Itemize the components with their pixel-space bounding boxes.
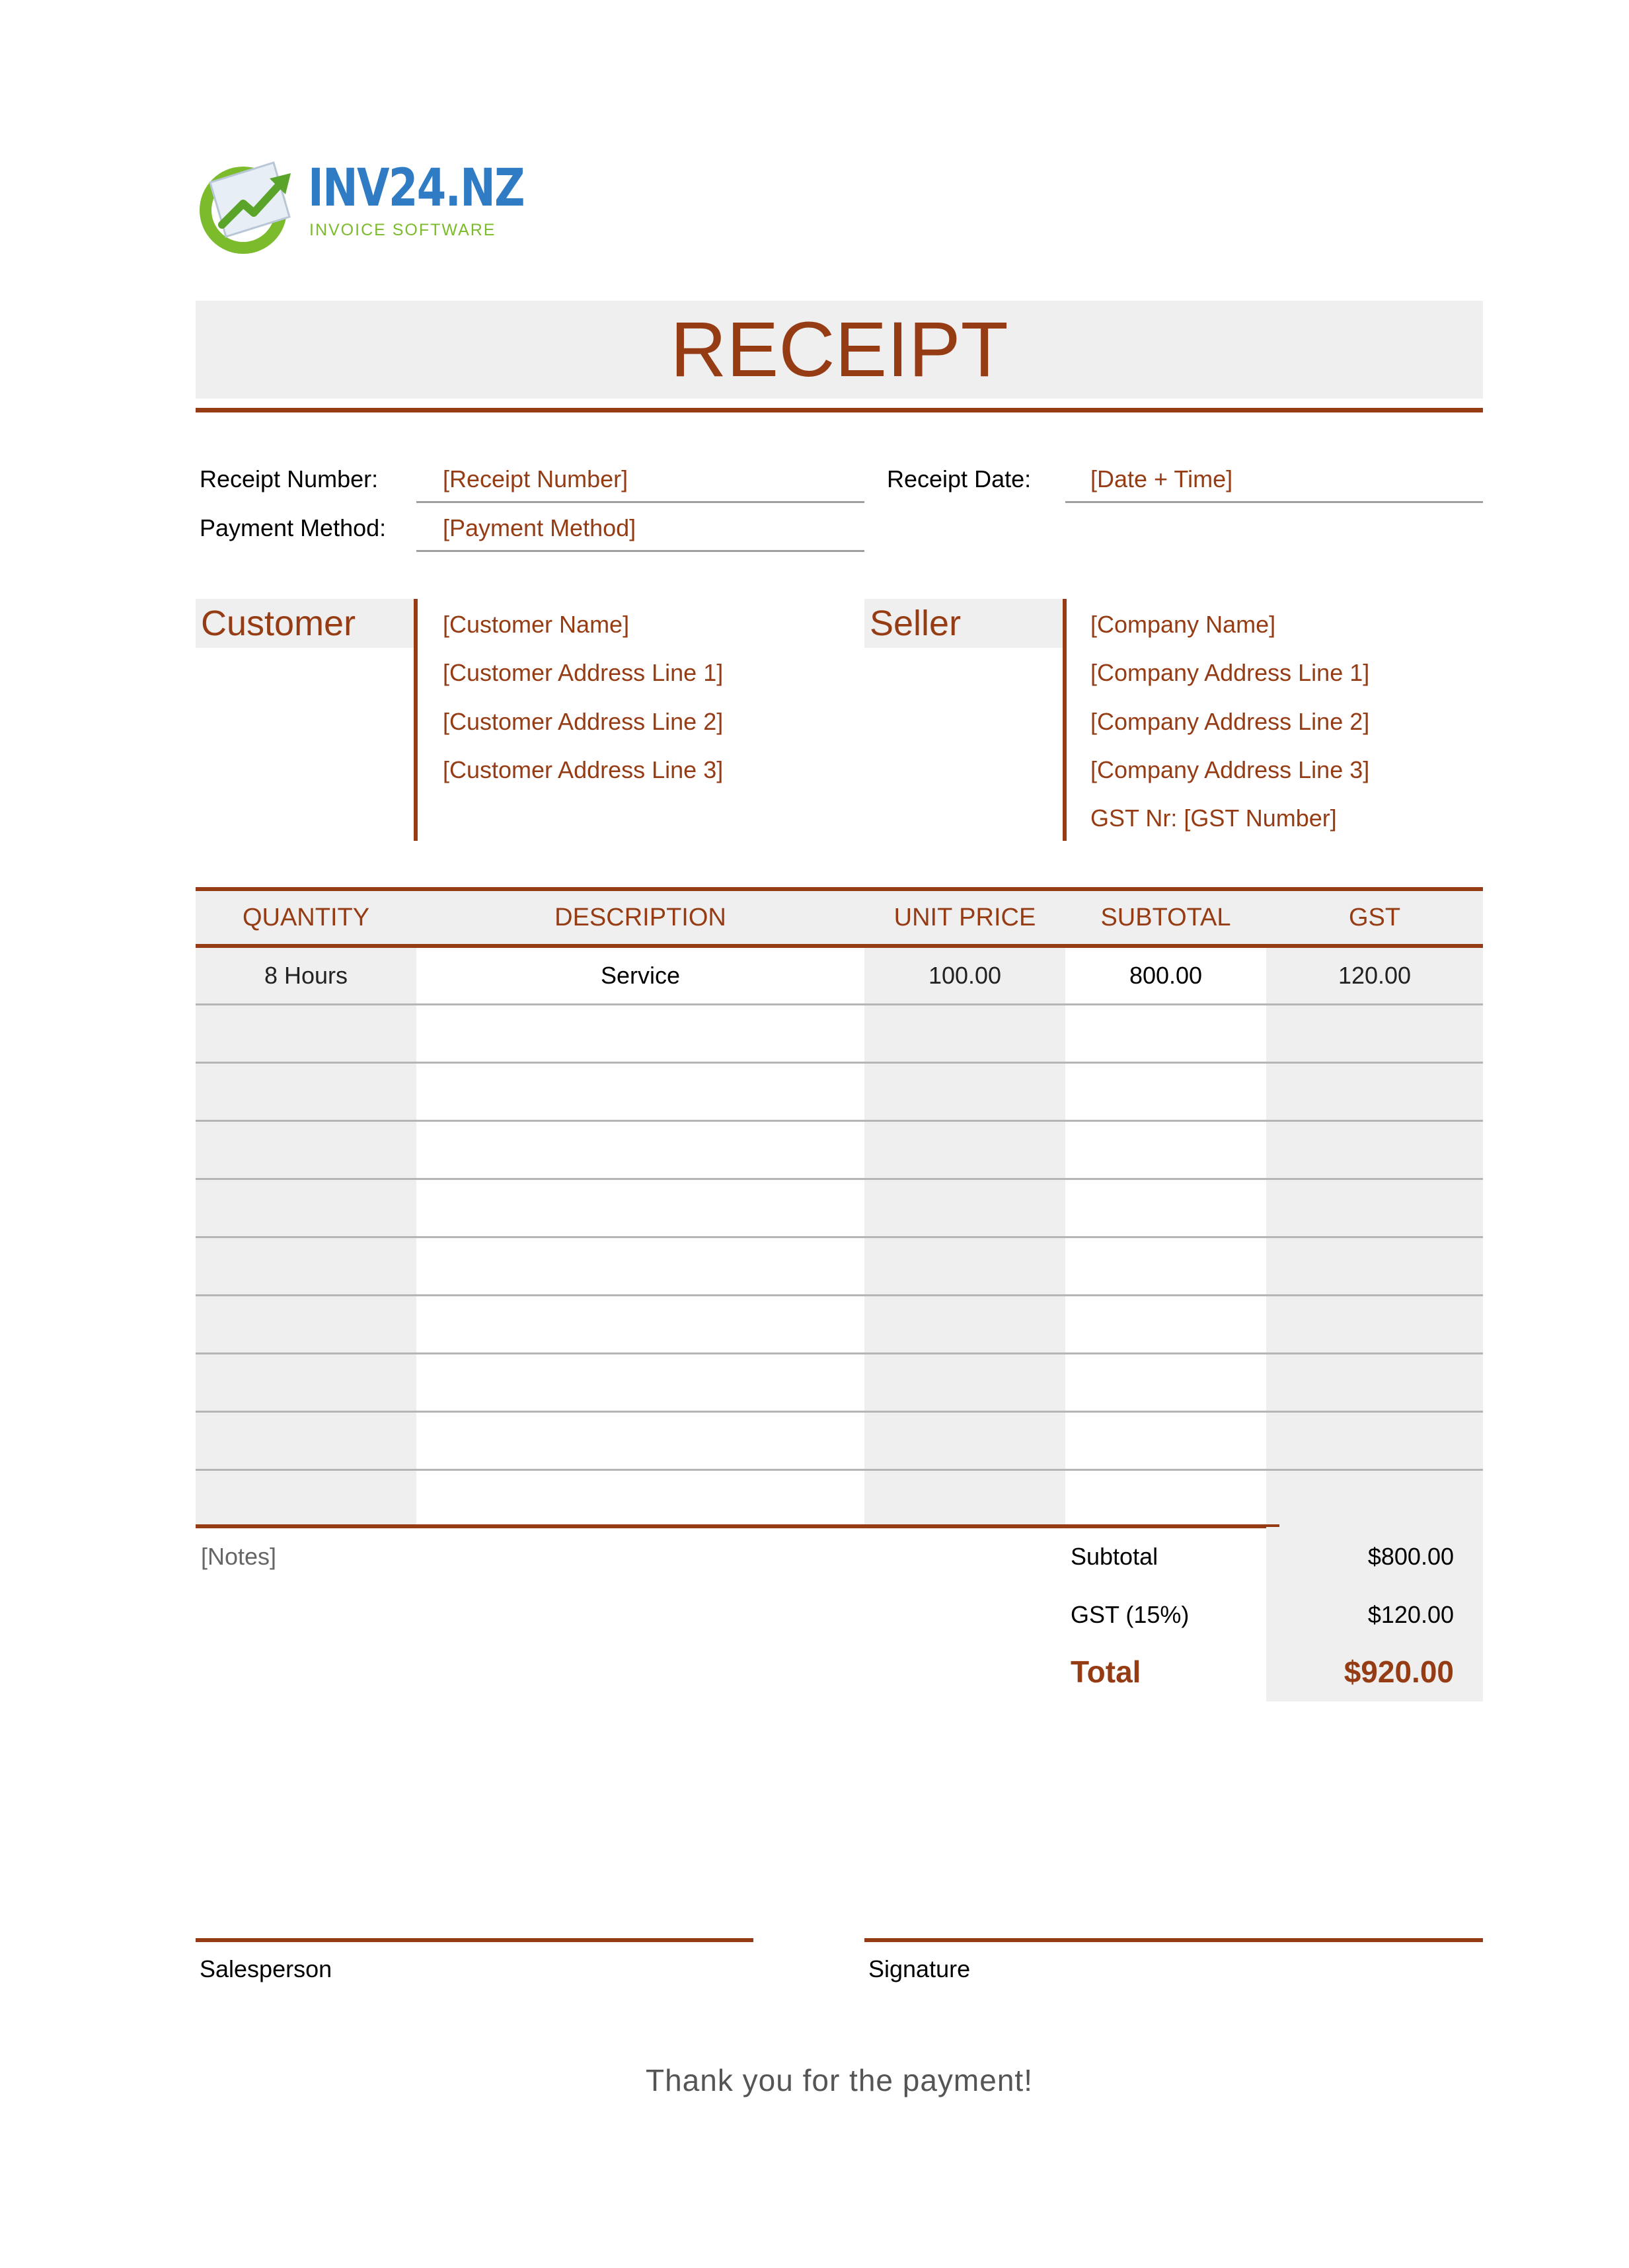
receipt-number-value[interactable]: [Receipt Number] — [443, 465, 628, 492]
row-separator — [196, 1120, 1483, 1122]
payment-method-underline — [416, 550, 864, 552]
row-separator — [196, 1352, 1483, 1354]
customer-heading: Customer — [196, 599, 414, 648]
company-name[interactable]: [Company Name] — [1090, 611, 1276, 638]
gst-number[interactable]: GST Nr: [GST Number] — [1090, 804, 1337, 832]
notes-field[interactable]: [Notes] — [201, 1543, 277, 1570]
row-separator — [196, 1411, 1483, 1413]
row1-unit-price[interactable]: 100.00 — [928, 962, 1002, 989]
row-separator — [196, 1469, 1483, 1471]
salesperson-label: Salesperson — [200, 1955, 332, 1982]
subtotal-label: Subtotal — [1071, 1543, 1158, 1570]
title-divider — [196, 408, 1483, 412]
total-label: Total — [1071, 1655, 1141, 1689]
receipt-date-label: Receipt Date: — [887, 465, 1032, 492]
row-separator — [196, 1178, 1483, 1180]
page-title: RECEIPT — [670, 306, 1008, 393]
signature-line — [864, 1938, 1483, 1942]
receipt-date-value[interactable]: [Date + Time] — [1090, 465, 1233, 492]
header-description: DESCRIPTION — [554, 904, 726, 931]
thank-you-message: Thank you for the payment! — [646, 2063, 1033, 2097]
seller-heading: Seller — [864, 599, 1063, 648]
logo-tagline: INVOICE SOFTWARE — [309, 221, 496, 239]
row1-gst[interactable]: 120.00 — [1338, 962, 1412, 989]
header-subtotal: SUBTOTAL — [1100, 904, 1231, 931]
signature-label: Signature — [868, 1955, 971, 1982]
header-unit-price: UNIT PRICE — [893, 904, 1036, 931]
row-separator — [196, 1003, 1483, 1005]
receipt-number-label: Receipt Number: — [200, 465, 379, 492]
logo-brand-text: INV24.NZ — [308, 159, 524, 218]
table-bottom-rule — [196, 1524, 1279, 1528]
company-logo — [196, 152, 524, 258]
header-quantity: QUANTITY — [242, 904, 370, 931]
row-separator — [196, 1236, 1483, 1238]
customer-name[interactable]: [Customer Name] — [443, 611, 630, 638]
customer-divider — [414, 599, 418, 841]
row-separator — [196, 1294, 1483, 1296]
salesperson-line — [196, 1938, 753, 1942]
receipt-date-underline — [1065, 501, 1483, 503]
company-address-line-2[interactable]: [Company Address Line 2] — [1090, 708, 1370, 735]
gst-label: GST (15%) — [1071, 1601, 1190, 1628]
company-address-line-1[interactable]: [Company Address Line 1] — [1090, 659, 1370, 686]
subtotal-value: $800.00 — [1367, 1543, 1454, 1570]
row1-description[interactable]: Service — [600, 962, 681, 989]
gst-value: $120.00 — [1367, 1601, 1454, 1628]
receipt-number-underline — [416, 501, 864, 503]
customer-address-line-3[interactable]: [Customer Address Line 3] — [443, 756, 724, 783]
customer-address-line-2[interactable]: [Customer Address Line 2] — [443, 708, 724, 735]
row-separator — [196, 1062, 1483, 1064]
customer-address-line-1[interactable]: [Customer Address Line 1] — [443, 659, 724, 686]
total-value: $920.00 — [1344, 1655, 1454, 1689]
row1-quantity[interactable]: 8 Hours — [264, 962, 348, 989]
logo-graphic-icon — [196, 156, 305, 255]
row1-subtotal[interactable]: 800.00 — [1129, 962, 1203, 989]
payment-method-value[interactable]: [Payment Method] — [443, 514, 636, 541]
seller-divider — [1063, 599, 1067, 841]
company-address-line-3[interactable]: [Company Address Line 3] — [1090, 756, 1370, 783]
payment-method-label: Payment Method: — [200, 514, 387, 541]
header-gst: GST — [1348, 904, 1401, 931]
